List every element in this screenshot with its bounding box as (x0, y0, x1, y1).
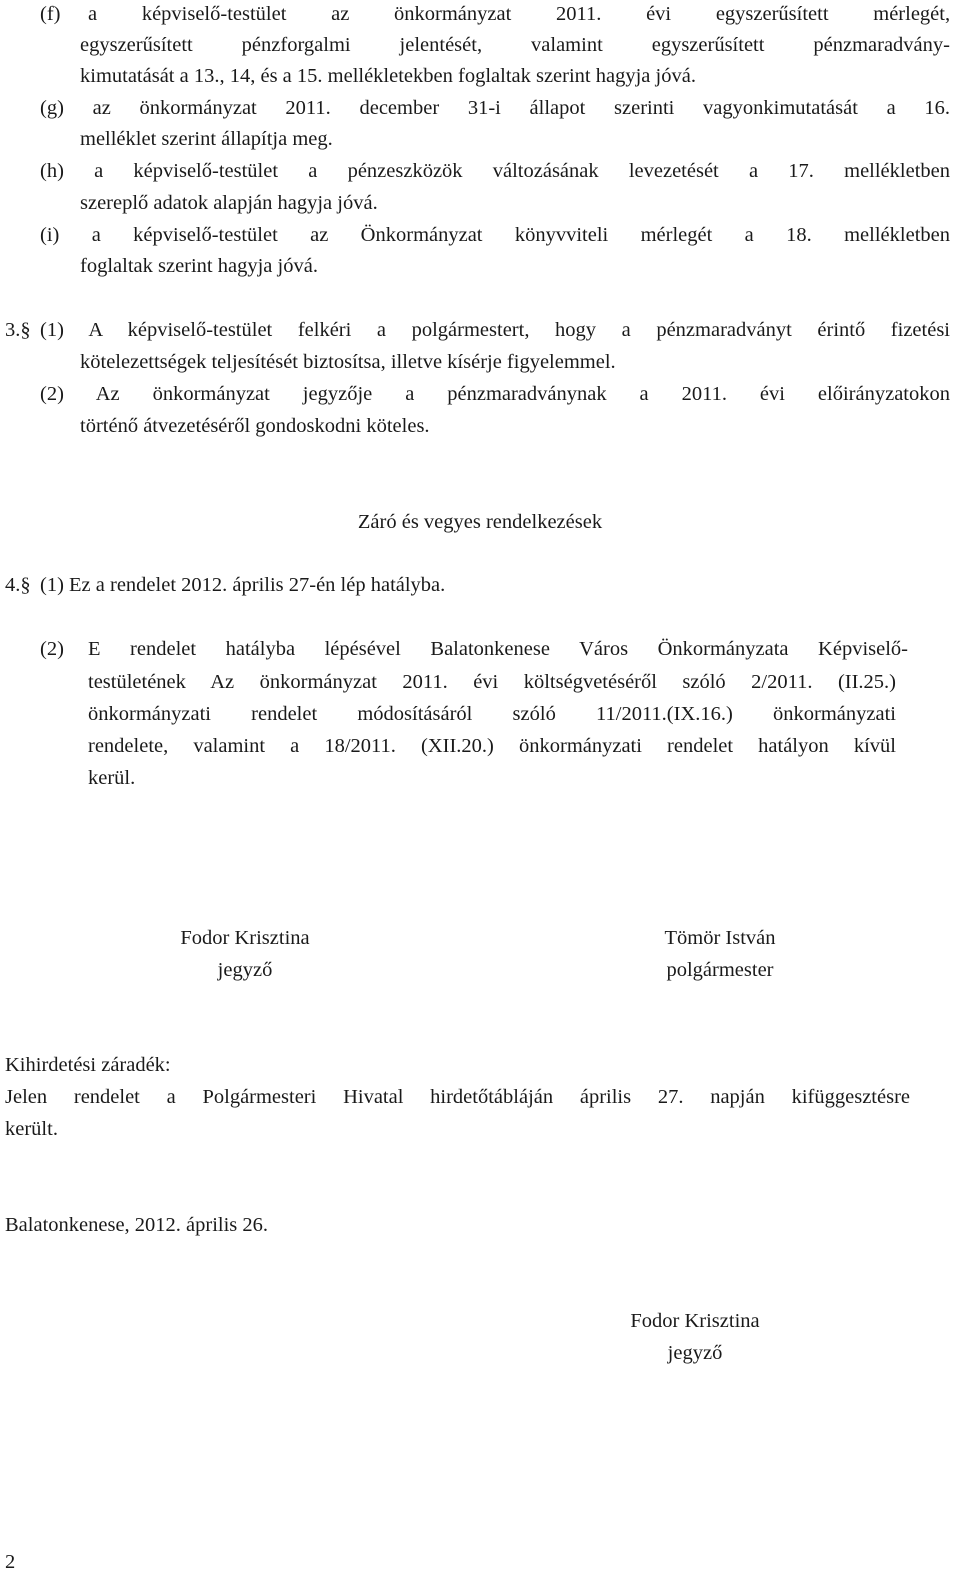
closing-heading: Záró és vegyes rendelkezések (357, 511, 603, 533)
section-4-p2-line5: kerül. (88, 767, 136, 789)
item-h-line1: (h) a képviselő-testület a pénzeszközök változásának levezetését a 17. mellékletben (40, 160, 950, 182)
item-f-label: (f) (40, 3, 61, 25)
section-3-p1-line2: kötelezettségek teljesítését biztosítsa, illetve kísérje figyelemmel. (80, 351, 616, 373)
page-number: 2 (5, 1551, 16, 1573)
section-4-p2-line3: önkormányzati rendelet módosításáról szóló 11/2011.(IX.16.) önkormányzati (88, 703, 896, 725)
item-f-line3: kimutatását a 13., 14, és a 15. mellékletekben foglaltak szerint hagyja jóvá. (80, 65, 696, 87)
section-4-p2-line1: E rendelet hatályba lépésével Balatonkenese Város Önkormányzata Képviselő- (88, 638, 908, 660)
final-signature-title: jegyző (667, 1342, 723, 1364)
item-f-line2: egyszerűsített pénzforgalmi jelentését, valamint egyszerűsített pénzmaradvány- (80, 34, 950, 56)
signature-right-title: polgármester (666, 959, 774, 981)
section-4-p2-line4: rendelete, valamint a 18/2011. (XII.20.) önkormányzati rendelet hatályon kívül (88, 735, 896, 757)
announcement-line2: került. (5, 1118, 58, 1140)
signature-left-title: jegyző (217, 959, 273, 981)
section-4-p1: (1) Ez a rendelet 2012. április 27-én lép hatályba. (40, 574, 446, 596)
section-3-p2-line1: (2) Az önkormányzat jegyzője a pénzmaradványnak a 2011. évi előirányzatokon (40, 383, 950, 405)
section-4-number: 4.§ (5, 574, 31, 596)
section-4-p2-line2: testületének Az önkormányzat 2011. évi költségvetéséről szóló 2/2011. (II.25.) (88, 671, 896, 693)
item-g-line2: melléklet szerint állapítja meg. (80, 128, 333, 150)
item-i-line1: (i) a képviselő-testület az Önkormányzat könyvviteli mérlegét a 18. mellékletben (40, 224, 950, 246)
signature-right-name: Tömör István (664, 927, 776, 949)
place-date: Balatonkenese, 2012. április 26. (5, 1214, 269, 1236)
announcement-line1: Jelen rendelet a Polgármesteri Hivatal hirdetőtábláján április 27. napján kifüggesztésre (5, 1086, 910, 1108)
section-3-p2-line2: történő átvezetéséről gondoskodni köteles. (80, 415, 430, 437)
section-4-p2-label: (2) (40, 638, 64, 660)
section-3-p1-line1: (1) A képviselő-testület felkéri a polgármestert, hogy a pénzmaradványt érintő fizetési (40, 319, 950, 341)
section-3-number: 3.§ (5, 319, 31, 341)
item-g-line1: (g) az önkormányzat 2011. december 31-i állapot szerinti vagyonkimutatását a 16. (40, 97, 950, 119)
final-signature-name: Fodor Krisztina (630, 1310, 760, 1332)
item-f-line1: a képviselő-testület az önkormányzat 2011. évi egyszerűsített mérlegét, (88, 3, 950, 25)
item-h-line2: szereplő adatok alapján hagyja jóvá. (80, 192, 378, 214)
item-i-line2: foglaltak szerint hagyja jóvá. (80, 255, 318, 277)
announcement-heading: Kihirdetési záradék: (5, 1054, 171, 1076)
signature-left-name: Fodor Krisztina (180, 927, 310, 949)
